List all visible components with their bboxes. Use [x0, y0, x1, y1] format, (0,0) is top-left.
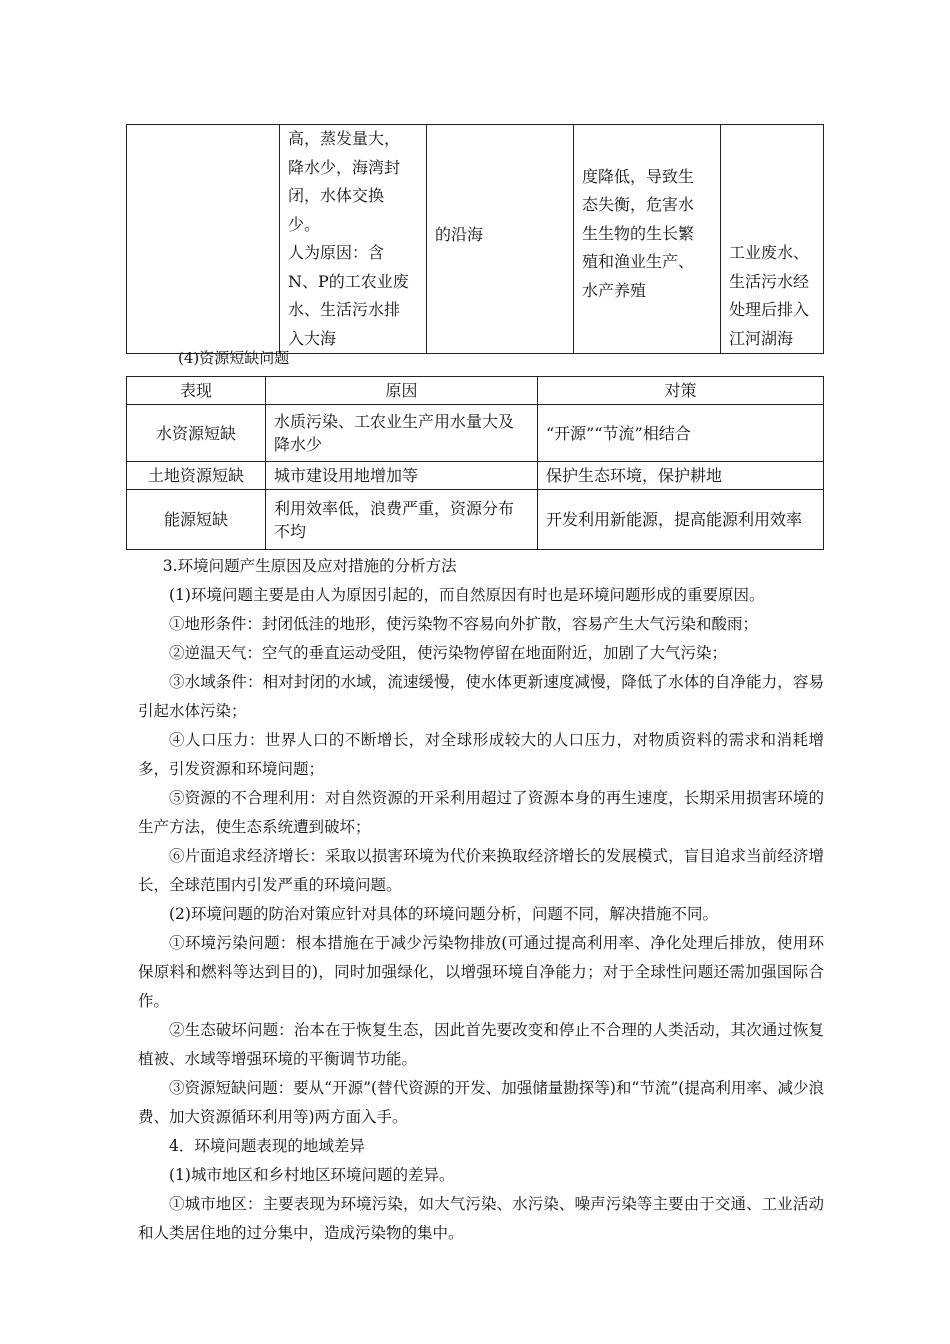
header-cell: 原因 — [266, 377, 538, 405]
table-header-row — [127, 377, 824, 405]
section-heading: 4．环境问题表现的地域差异 — [169, 1137, 365, 1155]
paragraph: ①地形条件：封闭低洼的地形，使污染物不容易向外扩散，容易产生大气污染和酸雨； — [169, 615, 759, 633]
cell-line: 度降低，导致生 — [582, 166, 695, 186]
table-cell: “开源”“节流”相结合 — [538, 405, 824, 462]
paragraph: (1)环境问题主要是由人为原因引起的，而自然原因有时也是环境问题形成的重要原因。 — [169, 586, 765, 604]
paragraph: (1)城市地区和乡村地区环境问题的差异。 — [169, 1166, 455, 1184]
table-cell: 土地资源短缺 — [127, 462, 266, 490]
table-cell: 城市建设用地增加等 — [266, 462, 538, 490]
cell-line: 江河湖海 — [729, 328, 794, 348]
table-cell-harm — [574, 125, 721, 354]
cell-line: 降水少，海湾封 — [288, 157, 401, 177]
paragraph: ①环境污染问题：根本措施在于减少污染物排放(可通过提高利用率、净化处理后排放，使用环保原料和燃料等达到目的)，同时加强绿化，以增强环境自净能力；对于全球性问题还需加强国际合作。 — [138, 934, 824, 1010]
paragraph: ③水域条件：相对封闭的水域，流速缓慢，使水体更新速度减慢，降低了水体的自净能力，容易引起水体污染； — [138, 673, 824, 720]
paragraph: ⑥片面追求经济增长：采取以损害环境为代价来换取经济增长的发展模式，盲目追求当前经济增长，全球范围内引发严重的环境问题。 — [138, 847, 824, 894]
paragraph: ⑤资源的不合理利用：对自然资源的开采利用超过了资源本身的再生速度，长期采用损害环境的生产方法，使生态系统遭到破坏； — [138, 789, 824, 836]
cell-line: 殖和渔业生产、 — [582, 252, 695, 272]
resource-shortage-table — [126, 376, 824, 550]
body-text — [138, 552, 824, 1248]
table-cell-measures — [721, 125, 824, 354]
paragraph: ④人口压力：世界人口的不断增长，对全球形成较大的人口压力，对物质资料的需求和消耗增多，引发资源和环境问题； — [138, 731, 824, 778]
table-cell-causes — [280, 125, 427, 354]
cell-line: 工业废水、 — [729, 243, 810, 262]
table-cell: 水资源短缺 — [127, 405, 266, 462]
header-cell: 表现 — [127, 377, 266, 405]
table-row — [127, 462, 824, 490]
cell-line: 闭，水体交换 — [288, 186, 385, 205]
cell-line: 的沿海 — [435, 224, 484, 244]
cell-line: N、P的工农业废 — [288, 271, 409, 291]
table-cell: 开发利用新能源，提高能源利用效率 — [538, 490, 824, 550]
pollution-table-continued — [126, 124, 824, 354]
cell-line: 水、生活污水排 — [288, 300, 401, 319]
cell-line: 态失衡，危害水 — [582, 195, 695, 215]
paragraph: ①城市地区：主要表现为环境污染，如大气污染、水污染、噪声污染等主要由于交通、工业活动和人类居住地的过分集中，造成污染物的集中。 — [138, 1195, 824, 1242]
cell-line: 水产养殖 — [582, 280, 647, 300]
paragraph: (2)环境问题的防治对策应针对具体的环境问题分析，问题不同，解决措施不同。 — [169, 905, 718, 923]
cell-line: 处理后排入 — [729, 300, 810, 319]
table-cell-region — [427, 125, 574, 354]
table-cell: 保护生态环境，保护耕地 — [538, 462, 824, 490]
section-caption: (4)资源短缺问题 — [178, 349, 290, 367]
cell-line: 生生物的生长繁 — [582, 223, 695, 243]
cell-line: 高，蒸发量大， — [288, 129, 401, 148]
section-heading: 3.环境问题产生原因及应对措施的分析方法 — [162, 557, 457, 575]
table-cell: 利用效率低，浪费严重，资源分布不均 — [266, 490, 538, 550]
paragraph: ②生态破坏问题：治本在于恢复生态，因此首先要改变和停止不合理的人类活动，其次通过恢复植被、水域等增强环境的平衡调节功能。 — [138, 1021, 824, 1068]
cell-line: 入大海 — [288, 328, 337, 348]
table-row — [127, 490, 824, 550]
table-row — [127, 125, 824, 354]
table-cell-empty — [127, 125, 280, 354]
paragraph: ②逆温天气：空气的垂直运动受阻，使污染物停留在地面附近，加剧了大气污染； — [169, 644, 728, 662]
cell-line: 人为原因：含 — [288, 243, 385, 262]
paragraph: ③资源短缺问题：要从“开源”(替代资源的开发、加强储量勘探等)和“节流”(提高利用率、减少浪费、加大资源循环利用等)两方面入手。 — [138, 1079, 824, 1126]
cell-line: 少。 — [288, 214, 321, 234]
cell-line: 生活污水经 — [729, 271, 810, 291]
table-cell: 能源短缺 — [127, 490, 266, 550]
header-cell: 对策 — [538, 377, 824, 405]
table-cell: 水质污染、工农业生产用水量大及降水少 — [266, 405, 538, 462]
table-row — [127, 405, 824, 462]
